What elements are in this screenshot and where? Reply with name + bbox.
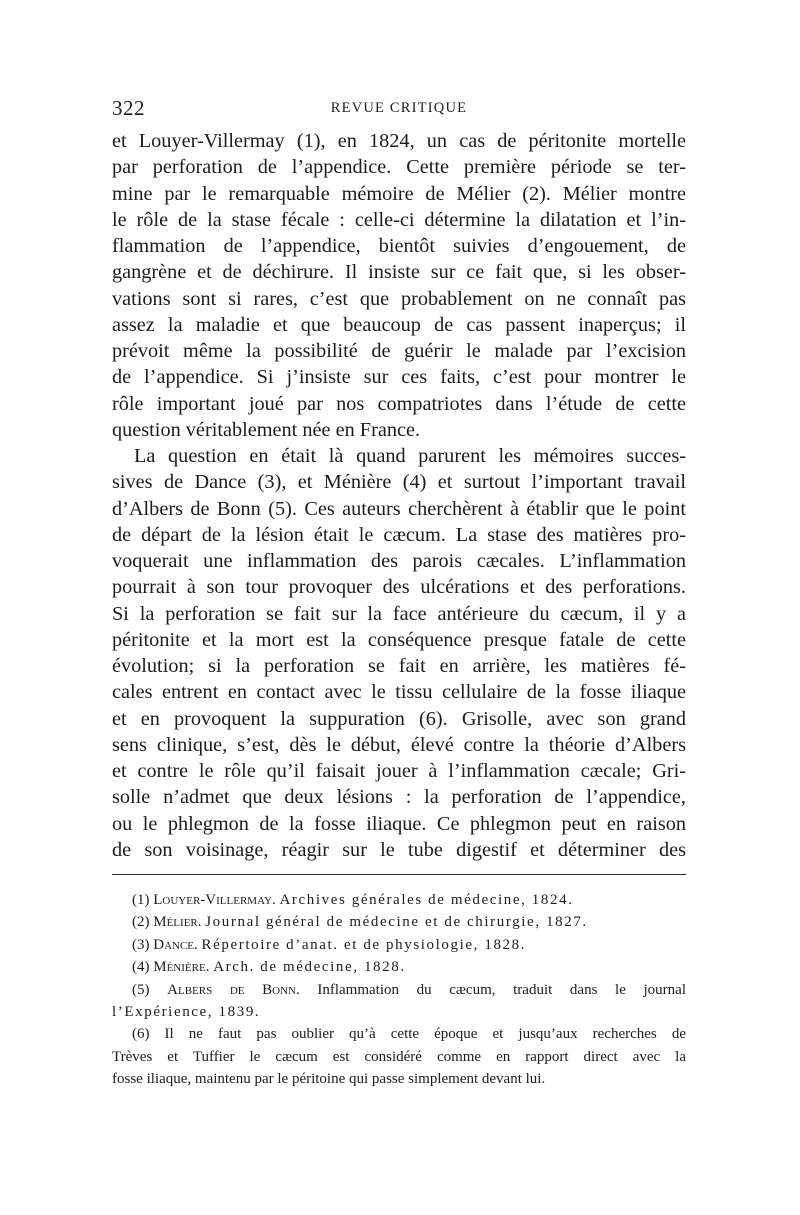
- footnote-author: Ménière.: [153, 959, 210, 976]
- footnote-author: Dance.: [153, 936, 198, 953]
- text-line: péritonite et la mort est la conséquence presque fatale de cette: [112, 628, 686, 651]
- running-title: REVUE CRITIQUE: [330, 100, 468, 116]
- footnote-5: [112, 979, 686, 1001]
- text-line: de l’appendice. Si j’insiste sur ces faits, c’est pour montrer le: [112, 366, 686, 389]
- footnote-mark: (3): [132, 936, 150, 953]
- paragraph-1: [112, 128, 686, 443]
- footnote-4: [112, 956, 686, 978]
- text-line: et contre le rôle qu’il faisait jouer à l’inflammation cæcale; Gri-: [112, 760, 686, 782]
- footnote-mark: (5): [132, 981, 150, 998]
- text-line: solle n’admet que deux lésions : la perforation de l’appendice,: [112, 786, 686, 809]
- text-line: le rôle de la stase fécale : celle-ci détermine la dilatation et l’in-: [112, 208, 686, 231]
- footnote-mark: (4): [132, 959, 150, 976]
- text-line: question véritablement née en France.: [112, 418, 421, 441]
- text-line: rôle important joué par nos compatriotes dans l’étude de cette: [112, 392, 686, 415]
- footnote-source: Journal général de médecine et de chirurgie, 1827.: [205, 914, 588, 931]
- text-line: mine par le remarquable mémoire de Mélier (2). Mélier montre: [112, 182, 686, 205]
- text-line: sives de Dance (3), et Ménière (4) et surtout l’important travail: [112, 471, 686, 494]
- footnote-author: Albers de Bonn.: [167, 981, 300, 998]
- text-line: prévoit même la possibilité de guérir le malade par l’excision: [112, 340, 686, 362]
- text-line: assez la maladie et que beaucoup de cas passent inaperçus; il: [112, 313, 686, 336]
- footnote-6-line: (6) Il ne faut pas oublier qu’à cette époque et jusqu’aux recherches de: [132, 1026, 686, 1043]
- text-line: Si la perforation se fait sur la face antérieure du cæcum, il y a: [112, 602, 686, 625]
- footnote-2: [112, 911, 686, 933]
- footnote-author: Louyer-Villermay.: [153, 892, 276, 908]
- footnote-5-continuation: l’Expérience, 1839.: [112, 1004, 261, 1021]
- footnote-source: Arch. de médecine, 1828.: [213, 959, 406, 976]
- text-line: et Louyer-Villermay (1), en 1824, un cas de péritonite mortelle: [112, 130, 686, 152]
- text-line: de départ de la lésion était le cæcum. La stase des matières pro-: [112, 523, 686, 546]
- text-line: de son voisinage, réagir sur le tube digestif et déterminer des: [112, 838, 686, 861]
- footnote-1: [112, 889, 686, 911]
- footnote-6-line: fosse iliaque, maintenu par le péritoine qui passe simplement devant lui.: [112, 1071, 546, 1088]
- footnote-6-line: Trèves et Tuffier le cæcum est considéré comme en rapport direct avec la: [112, 1048, 686, 1065]
- footnotes: [112, 889, 686, 1091]
- footnote-mark: (2): [132, 914, 150, 931]
- footnote-rule: [112, 874, 686, 875]
- text-line: par perforation de l’appendice. Cette première période se ter-: [112, 156, 686, 179]
- text-line: La question en était là quand parurent les mémoires succes-: [134, 445, 686, 467]
- text-line: vations sont si rares, c’est que probablement on ne connaît pas: [112, 287, 686, 310]
- footnote-source: Archives générales de médecine, 1824.: [279, 892, 574, 908]
- running-head: [112, 96, 686, 128]
- paragraph-2: [112, 443, 686, 863]
- text-line: et en provoquent la suppuration (6). Grisolle, avec son grand: [112, 707, 686, 730]
- text-line: cales entrent en contact avec le tissu cellulaire de la fosse iliaque: [112, 681, 686, 704]
- book-page: [112, 96, 686, 1091]
- text-line: sens clinique, s’est, dès le début, élevé contre la théorie d’Albers: [112, 733, 686, 756]
- footnote-mark: (1): [132, 892, 150, 908]
- footnote-source: Inflammation du cæcum, traduit dans le journal: [317, 981, 687, 998]
- text-line: gangrène et de déchirure. Il insiste sur ce fait que, si les obser-: [112, 261, 686, 284]
- text-line: d’Albers de Bonn (5). Ces auteurs cherchèrent à établir que le point: [112, 497, 686, 520]
- text-line: flammation de l’appendice, bientôt suivies d’engouement, de: [112, 235, 686, 257]
- text-line: voquerait une inflammation des parois cæcales. L’inflammation: [112, 550, 686, 572]
- text-line: évolution; si la perforation se fait en arrière, les matières fé-: [112, 655, 686, 677]
- text-line: pourrait à son tour provoquer des ulcérations et des perforations.: [112, 576, 686, 599]
- body-text: [112, 128, 686, 863]
- page-number: 322: [112, 96, 145, 120]
- footnote-author: Mélier.: [153, 914, 202, 931]
- text-line: ou le phlegmon de la fosse iliaque. Ce phlegmon peut en raison: [112, 812, 686, 835]
- footnote-source: Répertoire d’anat. et de physiologie, 1828.: [201, 936, 527, 953]
- footnote-3: [112, 934, 686, 956]
